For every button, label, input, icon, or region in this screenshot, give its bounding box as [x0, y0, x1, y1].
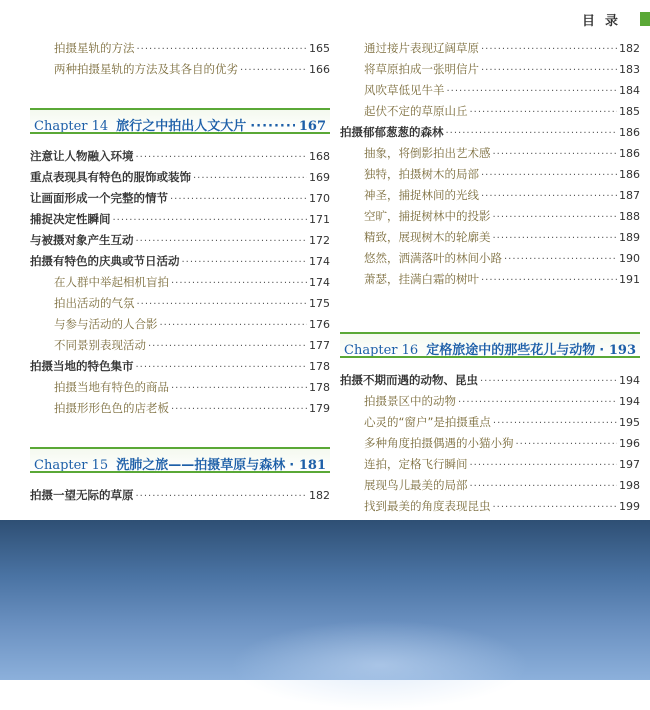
leader-dots [170, 194, 307, 205]
toc-section-entry[interactable] [30, 211, 330, 232]
toc-subsection-entry[interactable] [30, 40, 330, 61]
entry-title: 找到最美的角度表现昆虫 [364, 499, 491, 513]
toc-subsection-entry[interactable] [30, 295, 330, 316]
toc-subsection-entry[interactable] [30, 316, 330, 337]
leader-dots [470, 481, 618, 492]
toc-subsection-entry[interactable] [340, 456, 640, 477]
entry-title: 空旷，捕捉树林中的投影 [364, 209, 491, 223]
toc-section-entry[interactable] [30, 190, 330, 211]
toc-section-entry[interactable] [30, 232, 330, 253]
entry-title: 连拍，定格飞行瞬间 [364, 457, 468, 471]
entry-title: 萧瑟，挂满白霜的树叶 [364, 272, 479, 286]
entry-title: 与被摄对象产生互动 [30, 233, 134, 247]
entry-title: 拍出活动的气氛 [54, 296, 135, 310]
leader-dots [113, 215, 308, 226]
leader-dots [137, 44, 308, 55]
entry-page-number: 166 [309, 63, 330, 76]
entry-page-number: 168 [309, 150, 330, 163]
entry-title: 拍摄有特色的庆典或节日活动 [30, 254, 180, 268]
chapter-title: 洗肺之旅——拍摄草原与森林 [116, 458, 286, 473]
entry-page-number: 182 [619, 42, 640, 55]
entry-page-number: 199 [619, 500, 640, 513]
toc-subsection-entry[interactable] [340, 40, 640, 61]
entry-title: 拍摄当地有特色的商品 [54, 380, 169, 394]
toc-column-left [30, 40, 330, 508]
entry-page-number: 183 [619, 63, 640, 76]
entry-page-number: 186 [619, 126, 640, 139]
entry-page-number: 185 [619, 105, 640, 118]
entry-page-number: 170 [309, 192, 330, 205]
toc-subsection-entry[interactable] [340, 61, 640, 82]
entry-page-number: 165 [309, 42, 330, 55]
chapter-title: 定格旅途中的那些花儿与动物 [426, 343, 596, 358]
entry-page-number: 171 [309, 213, 330, 226]
entry-page-number: 186 [619, 147, 640, 160]
chapter-heading[interactable] [340, 332, 640, 358]
entry-page-number: 178 [309, 381, 330, 394]
leader-dots [136, 491, 308, 502]
leader-dots [171, 278, 307, 289]
entry-title: 拍摄不期而遇的动物、昆虫 [340, 373, 478, 387]
chapter-heading[interactable] [30, 108, 330, 134]
chapter-label: Chapter 15 [34, 458, 109, 473]
toc-section-entry[interactable] [30, 358, 330, 379]
entry-title: 拍摄星轨的方法 [54, 41, 135, 55]
section-title: 目录 [581, 14, 628, 29]
entry-page-number: 188 [619, 210, 640, 223]
leader-dots [481, 44, 617, 55]
leader-dots [481, 65, 617, 76]
toc-section-entry[interactable] [340, 124, 640, 145]
toc-subsection-entry[interactable] [340, 208, 640, 229]
entry-title: 注意让人物融入环境 [30, 149, 134, 163]
spacer [30, 421, 330, 447]
entry-title: 神圣，捕捉林间的光线 [364, 188, 479, 202]
chapter-label: Chapter 14 [34, 119, 109, 134]
entry-page-number: 194 [619, 374, 640, 387]
toc-subsection-entry[interactable] [30, 337, 330, 358]
spacer [30, 82, 330, 108]
entry-page-number: 176 [309, 318, 330, 331]
entry-page-number: 198 [619, 479, 640, 492]
leader-dots [481, 275, 617, 286]
leader-dots [493, 418, 617, 429]
entry-page-number: 175 [309, 297, 330, 310]
entry-page-number: 196 [619, 437, 640, 450]
toc-subsection-entry[interactable] [340, 166, 640, 187]
leader-dots [481, 170, 617, 181]
toc-section-entry[interactable] [30, 253, 330, 274]
leader-dots [470, 460, 618, 471]
entry-title: 重点表现具有特色的服饰或装饰 [30, 170, 191, 184]
leader-dots [136, 362, 308, 373]
chapter-page-number: 193 [608, 343, 636, 358]
entry-page-number: 190 [619, 252, 640, 265]
chapter-page-number: 181 [298, 458, 326, 473]
entry-title: 展现鸟儿最美的局部 [364, 478, 468, 492]
leader-dots [240, 65, 307, 76]
toc-subsection-entry[interactable] [340, 187, 640, 208]
chapter-title: 旅行之中拍出人文大片 [116, 119, 247, 134]
entry-page-number: 197 [619, 458, 640, 471]
toc-subsection-entry[interactable] [340, 393, 640, 414]
entry-page-number: 187 [619, 189, 640, 202]
entry-page-number: 186 [619, 168, 640, 181]
entry-title: 通过接片表现辽阔草原 [364, 41, 479, 55]
entry-title: 拍摄形形色色的店老板 [54, 401, 169, 415]
leader-dots [493, 502, 618, 513]
entry-page-number: 184 [619, 84, 640, 97]
spacer [340, 318, 640, 332]
chapter-label: Chapter 16 [344, 343, 419, 358]
entry-page-number: 191 [619, 273, 640, 286]
toc-subsection-entry[interactable] [340, 477, 640, 498]
leader-dots [182, 257, 308, 268]
entry-title: 抽象，将倒影拍出艺术感 [364, 146, 491, 160]
entry-page-number: 172 [309, 234, 330, 247]
entry-page-number: 195 [619, 416, 640, 429]
entry-page-number: 179 [309, 402, 330, 415]
toc-subsection-entry[interactable] [340, 103, 640, 124]
toc-section-entry[interactable] [30, 169, 330, 190]
entry-title: 将草原拍成一张明信片 [364, 62, 479, 76]
leader-dots [516, 439, 618, 450]
entry-page-number: 169 [309, 171, 330, 184]
leader-dots [481, 191, 617, 202]
entry-title: 两种拍摄星轨的方法及其各自的优劣 [54, 62, 238, 76]
entry-page-number: 177 [309, 339, 330, 352]
leader-dots [160, 320, 308, 331]
leader-dots [136, 152, 308, 163]
entry-title: 悠然，洒满落叶的林间小路 [364, 251, 502, 265]
entry-page-number: 194 [619, 395, 640, 408]
leader-dots [470, 107, 618, 118]
leader-dots [289, 458, 295, 473]
entry-page-number: 174 [309, 276, 330, 289]
toc-column-right [340, 40, 640, 540]
leader-dots [136, 236, 308, 247]
entry-title: 起伏不定的草原山丘 [364, 104, 468, 118]
toc-subsection-entry[interactable] [30, 400, 330, 421]
toc-subsection-entry[interactable] [30, 61, 330, 82]
leader-dots [493, 233, 618, 244]
entry-title: 拍摄郁郁葱葱的森林 [340, 125, 444, 139]
toc-subsection-entry[interactable] [30, 274, 330, 295]
leader-dots [171, 383, 307, 394]
entry-title: 捕捉决定性瞬间 [30, 212, 111, 226]
entry-title: 精致，展现树木的轮廓美 [364, 230, 491, 244]
leader-dots [250, 119, 295, 134]
toc-subsection-entry[interactable] [340, 414, 640, 435]
spacer [340, 292, 640, 318]
leader-dots [148, 341, 307, 352]
entry-title: 独特，拍摄树木的局部 [364, 167, 479, 181]
toc-section-entry[interactable] [30, 487, 330, 508]
chapter-heading[interactable] [30, 447, 330, 473]
entry-title: 拍摄景区中的动物 [364, 394, 456, 408]
toc-subsection-entry[interactable] [340, 229, 640, 250]
leader-dots [458, 397, 617, 408]
spacer [30, 134, 330, 148]
leader-dots [493, 149, 618, 160]
chapter-page-number: 167 [298, 119, 326, 134]
entry-title: 拍摄一望无际的草原 [30, 488, 134, 502]
toc-subsection-entry[interactable] [340, 498, 640, 519]
leader-dots [446, 128, 618, 139]
entry-page-number: 182 [309, 489, 330, 502]
leader-dots [504, 254, 617, 265]
spacer [340, 358, 640, 372]
entry-title: 不同景别表现活动 [54, 338, 146, 352]
leader-dots [480, 376, 617, 387]
toc-subsection-entry[interactable] [340, 145, 640, 166]
toc-subsection-entry[interactable] [340, 435, 640, 456]
entry-title: 在人群中举起相机盲拍 [54, 275, 169, 289]
entry-page-number: 174 [309, 255, 330, 268]
entry-title: 风吹草低见牛羊 [364, 83, 445, 97]
photo-glow [230, 620, 530, 710]
entry-title: 心灵的“窗户”是拍摄重点 [364, 415, 491, 429]
leader-dots [137, 299, 308, 310]
toc-subsection-entry[interactable] [30, 379, 330, 400]
page-header [450, 0, 650, 36]
entry-page-number: 189 [619, 231, 640, 244]
bottom-photo-sky [0, 520, 650, 680]
entry-page-number: 178 [309, 360, 330, 373]
leader-dots [171, 404, 307, 415]
leader-dots [493, 212, 618, 223]
toc-subsection-entry[interactable] [340, 82, 640, 103]
toc-subsection-entry[interactable] [340, 271, 640, 292]
entry-title: 多种角度拍摄偶遇的小猫小狗 [364, 436, 514, 450]
leader-dots [447, 86, 618, 97]
accent-bar [640, 12, 650, 26]
spacer [30, 473, 330, 487]
toc-subsection-entry[interactable] [340, 250, 640, 271]
leader-dots [599, 343, 605, 358]
leader-dots [193, 173, 307, 184]
toc-section-entry[interactable] [340, 372, 640, 393]
entry-title: 让画面形成一个完整的情节 [30, 191, 168, 205]
toc-section-entry[interactable] [30, 148, 330, 169]
entry-title: 与参与活动的人合影 [54, 317, 158, 331]
entry-title: 拍摄当地的特色集市 [30, 359, 134, 373]
